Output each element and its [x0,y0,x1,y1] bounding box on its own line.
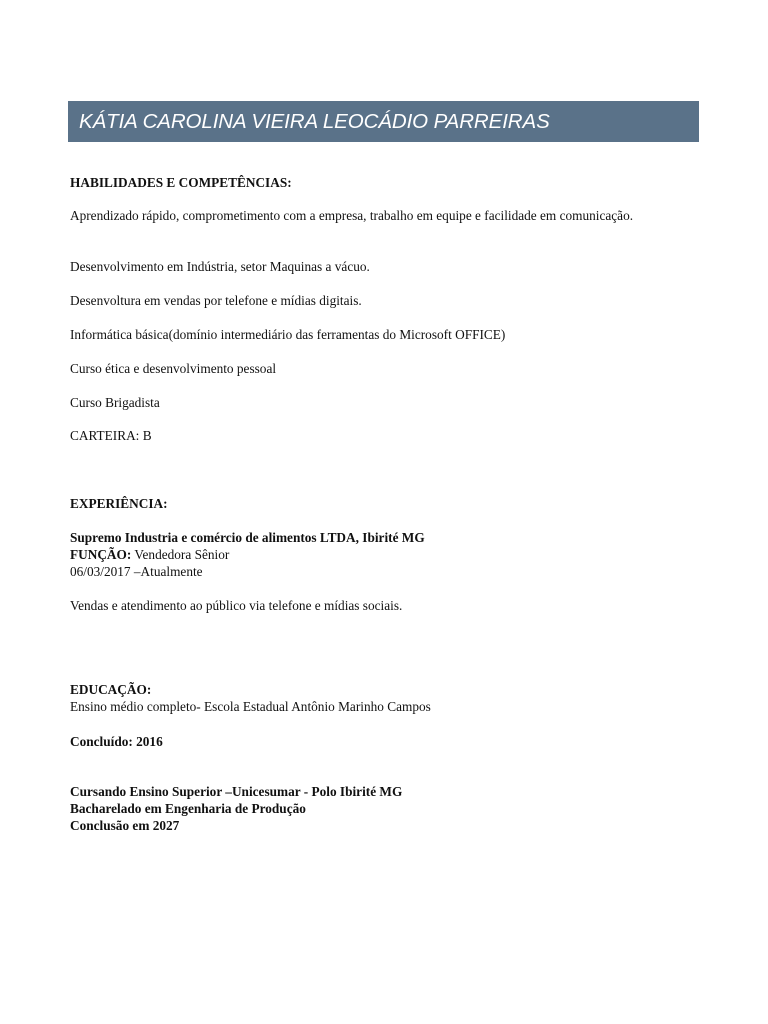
education-heading: EDUCAÇÃO: [70,682,152,697]
experience-period: 06/03/2017 –Atualmente [70,564,203,579]
skills-heading: HABILIDADES E COMPETÊNCIAS: [70,175,292,190]
skill-item-ethics-course: Curso ética e desenvolvimento pessoal [70,361,277,376]
skill-item-industry: Desenvolvimento em Indústria, setor Maquinas a vácuo. [70,259,370,274]
skill-item-teamwork: Aprendizado rápido, comprometimento com a empresa, trabalho em equipe e facilidade em comunicação. [70,208,634,223]
skill-item-license: CARTEIRA: B [70,428,152,443]
experience-role-value: Vendedora Sênior [131,547,230,562]
name-banner [68,101,699,142]
education-higher-ed-degree: Bacharelado em Engenharia de Produção [70,801,306,816]
education-high-school: Ensino médio completo- Escola Estadual Antônio Marinho Campos [70,699,431,714]
education-higher-ed-course: Cursando Ensino Superior –Unicesumar - Polo Ibirité MG [70,784,403,799]
experience-company: Supremo Industria e comércio de alimentos LTDA, Ibirité MG [70,530,425,545]
candidate-name: KÁTIA CAROLINA VIEIRA LEOCÁDIO PARREIRAS [79,109,550,133]
skill-item-computing: Informática básica(domínio intermediário das ferramentas do Microsoft OFFICE) [70,327,506,342]
skill-item-brigade-course: Curso Brigadista [70,395,160,410]
experience-description: Vendas e atendimento ao público via telefone e mídias sociais. [70,598,403,613]
education-high-school-completed: Concluído: 2016 [70,734,163,749]
education-higher-ed-conclusion: Conclusão em 2027 [70,818,180,833]
experience-role [70,546,229,563]
experience-role-label: FUNÇÃO: [70,547,132,562]
skill-item-sales: Desenvoltura em vendas por telefone e mídias digitais. [70,293,362,308]
experience-heading: EXPERIÊNCIA: [70,496,168,511]
